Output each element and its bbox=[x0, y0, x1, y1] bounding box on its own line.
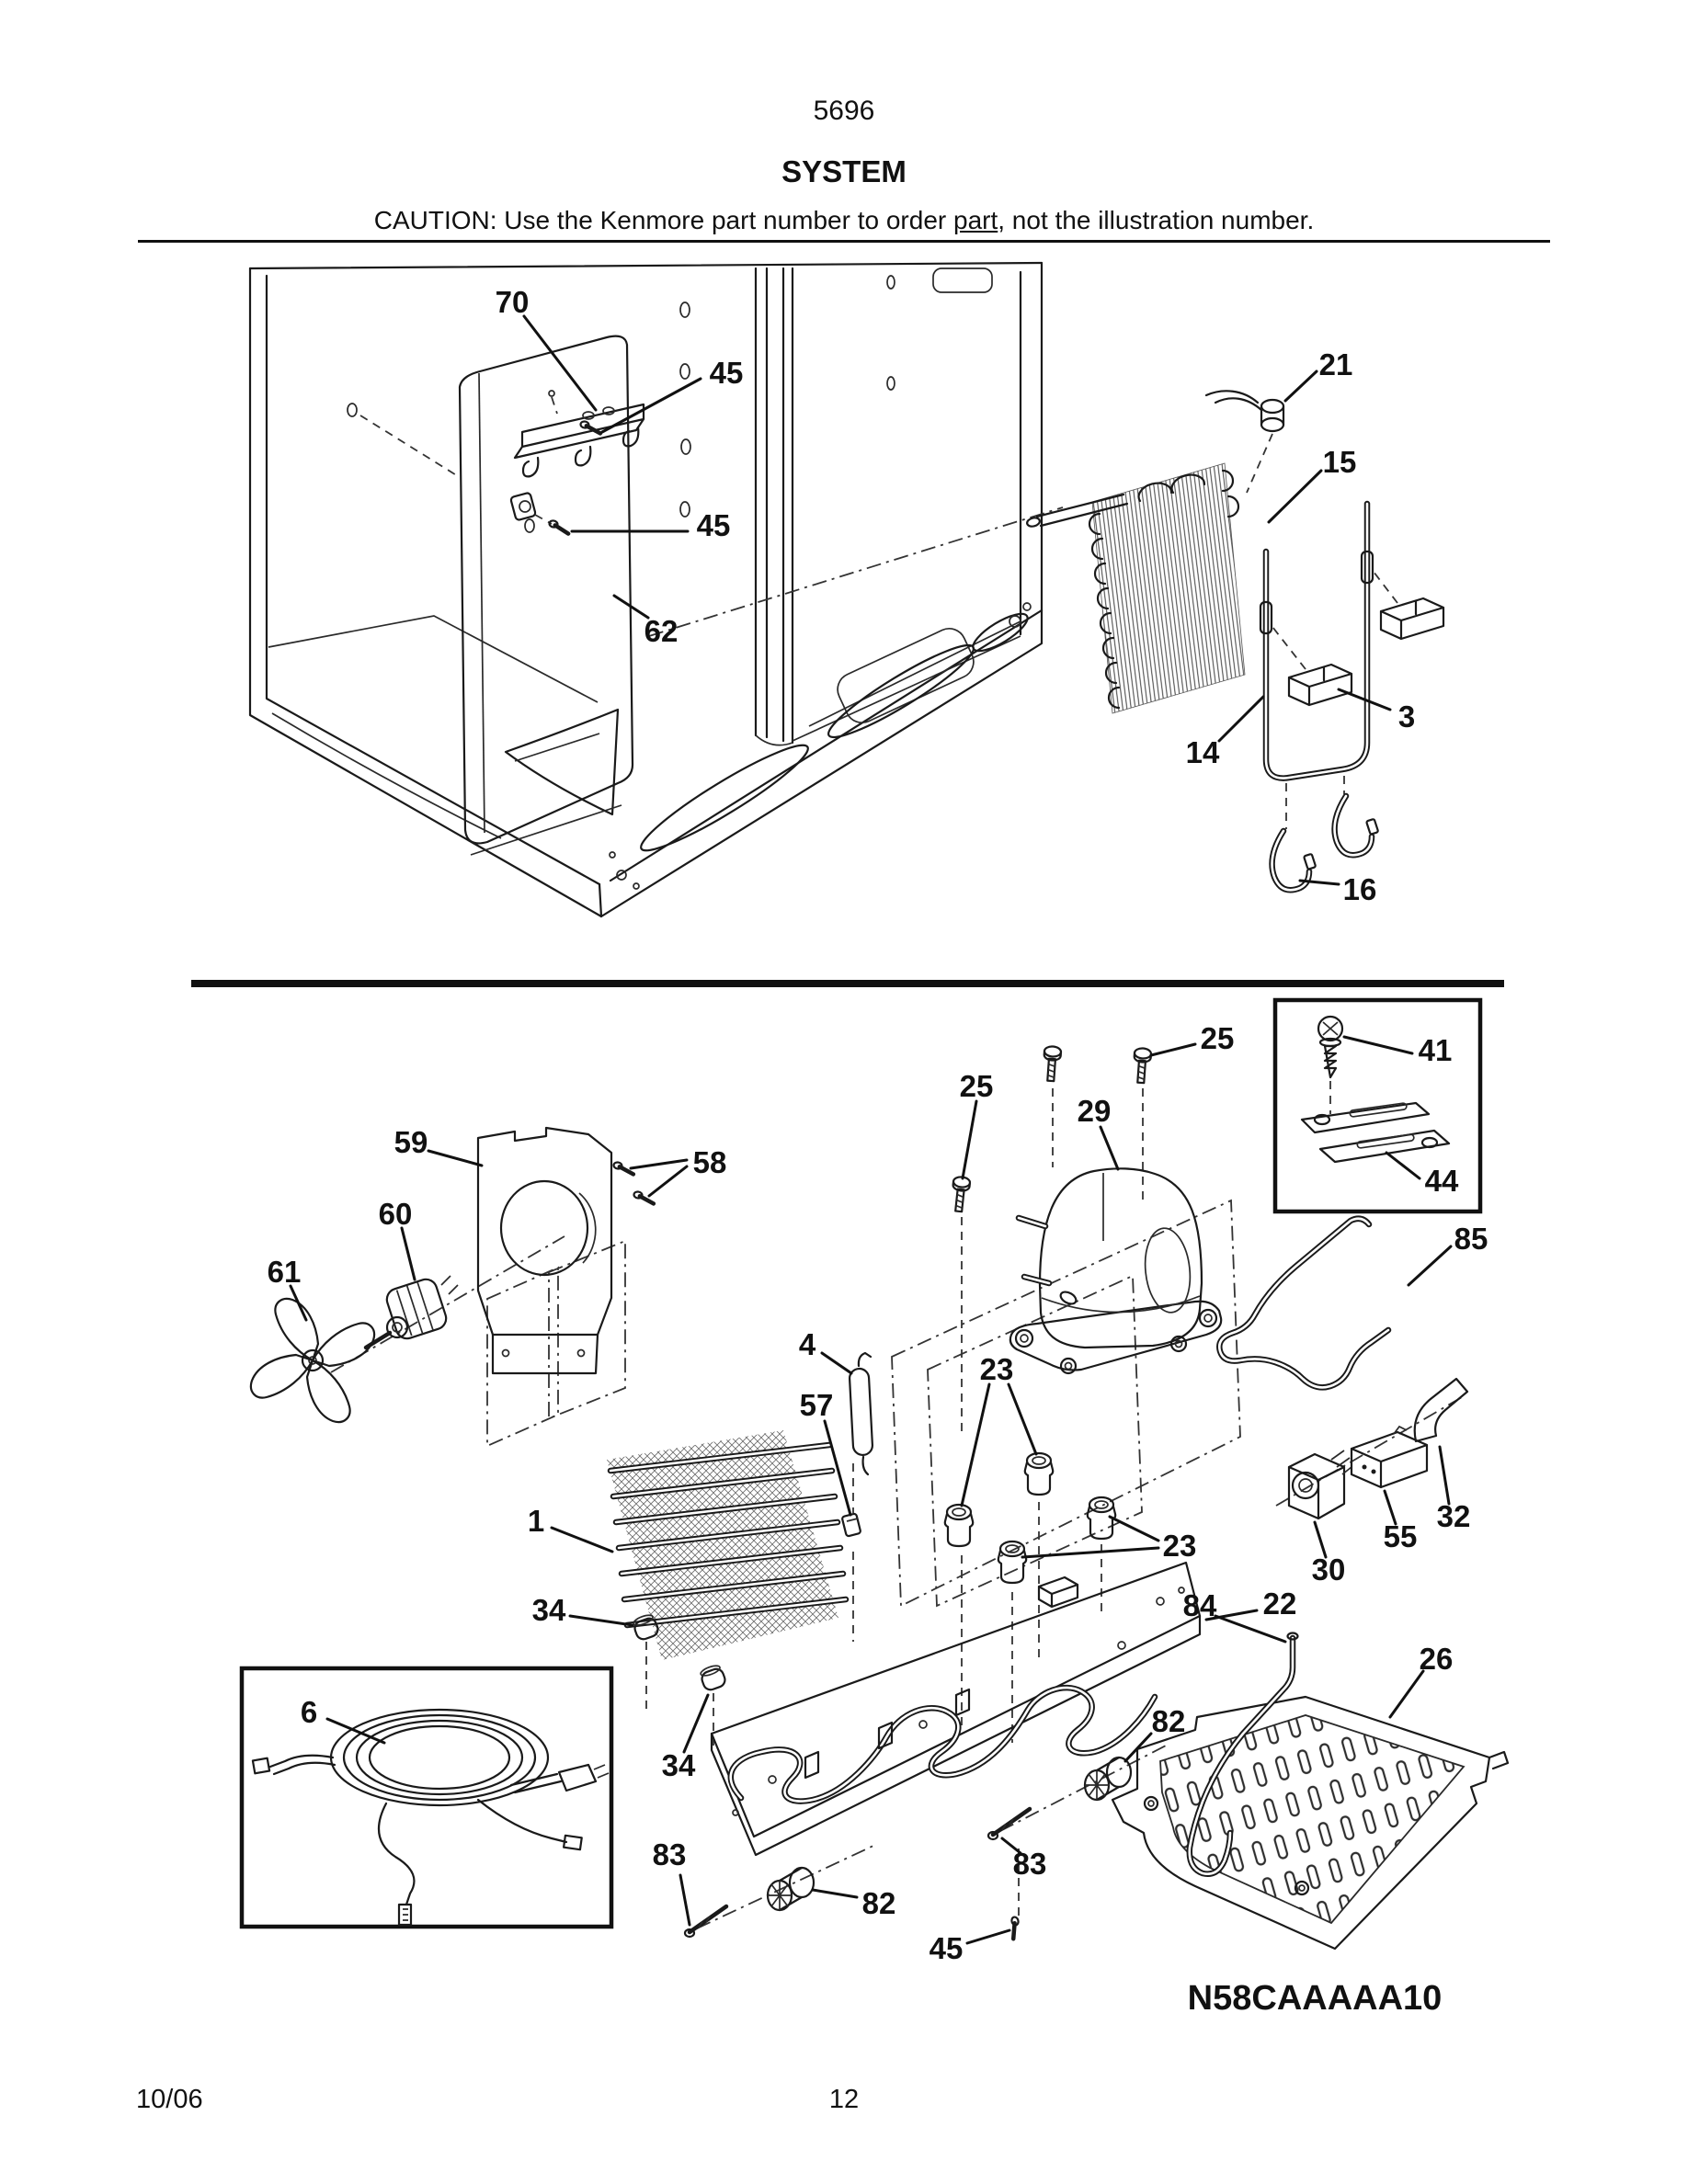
callout-57: 57 bbox=[799, 1388, 834, 1422]
caution-suffix: , not the illustration number. bbox=[998, 206, 1315, 234]
callout-84: 84 bbox=[1182, 1588, 1217, 1622]
callout-30: 30 bbox=[1311, 1553, 1346, 1587]
callout-83b: 83 bbox=[1012, 1847, 1047, 1881]
drier-and-clip bbox=[842, 1353, 873, 1537]
caution-prefix: CAUTION: Use the Kenmore part number to order bbox=[373, 206, 953, 234]
upper-diagram-cabinet bbox=[250, 263, 1063, 916]
caution-underlined-word: part bbox=[953, 206, 998, 234]
callout-58: 58 bbox=[692, 1145, 727, 1179]
doc-number: 5696 bbox=[813, 96, 875, 126]
callout-70: 70 bbox=[495, 285, 530, 319]
fan-assembly bbox=[251, 1128, 655, 1422]
callout-labels bbox=[268, 285, 1488, 1965]
callout-82b: 82 bbox=[861, 1886, 896, 1920]
evaporator-and-heater bbox=[1026, 391, 1443, 890]
callout-3: 3 bbox=[1397, 700, 1416, 734]
diagram-model-id: N58CAAAAA10 bbox=[1187, 1979, 1443, 2018]
callout-45a: 45 bbox=[709, 356, 744, 390]
callout-61: 61 bbox=[267, 1255, 302, 1289]
callout-45c: 45 bbox=[929, 1931, 964, 1965]
callout-85: 85 bbox=[1454, 1222, 1488, 1256]
lower-diagram bbox=[242, 1000, 1508, 1949]
callout-83a: 83 bbox=[652, 1837, 687, 1871]
section-divider-rule bbox=[191, 980, 1504, 987]
callout-29: 29 bbox=[1077, 1094, 1112, 1128]
callout-23a: 23 bbox=[979, 1352, 1014, 1386]
power-cord-box bbox=[242, 1668, 611, 1927]
callout-23b: 23 bbox=[1162, 1529, 1197, 1563]
callout-26: 26 bbox=[1419, 1642, 1454, 1676]
callout-22: 22 bbox=[1262, 1587, 1297, 1621]
page-title: SYSTEM bbox=[781, 154, 907, 188]
callout-14: 14 bbox=[1185, 735, 1220, 769]
callout-16: 16 bbox=[1342, 872, 1377, 906]
callout-6: 6 bbox=[300, 1695, 318, 1729]
callout-55: 55 bbox=[1383, 1519, 1418, 1553]
callout-32: 32 bbox=[1436, 1499, 1471, 1533]
callout-41: 41 bbox=[1418, 1033, 1453, 1067]
drain-pan bbox=[1112, 1633, 1508, 1950]
callout-15: 15 bbox=[1322, 445, 1357, 479]
callout-21: 21 bbox=[1318, 347, 1353, 381]
callout-82a: 82 bbox=[1151, 1704, 1186, 1738]
footer-date: 10/06 bbox=[136, 2085, 203, 2114]
callout-45b: 45 bbox=[696, 508, 731, 542]
callout-60: 60 bbox=[378, 1197, 413, 1231]
callout-34b: 34 bbox=[661, 1748, 696, 1782]
callout-25a: 25 bbox=[959, 1069, 994, 1103]
callout-25b: 25 bbox=[1200, 1021, 1235, 1055]
callout-1: 1 bbox=[527, 1504, 545, 1538]
callout-44: 44 bbox=[1424, 1164, 1459, 1198]
callout-59: 59 bbox=[393, 1125, 428, 1159]
discharge-tube bbox=[1219, 1219, 1388, 1388]
footer-page-number: 12 bbox=[828, 2085, 860, 2114]
condenser-coil bbox=[607, 1430, 846, 1692]
callout-4: 4 bbox=[798, 1327, 816, 1361]
callout-62: 62 bbox=[644, 614, 679, 648]
callout-34a: 34 bbox=[531, 1593, 566, 1627]
